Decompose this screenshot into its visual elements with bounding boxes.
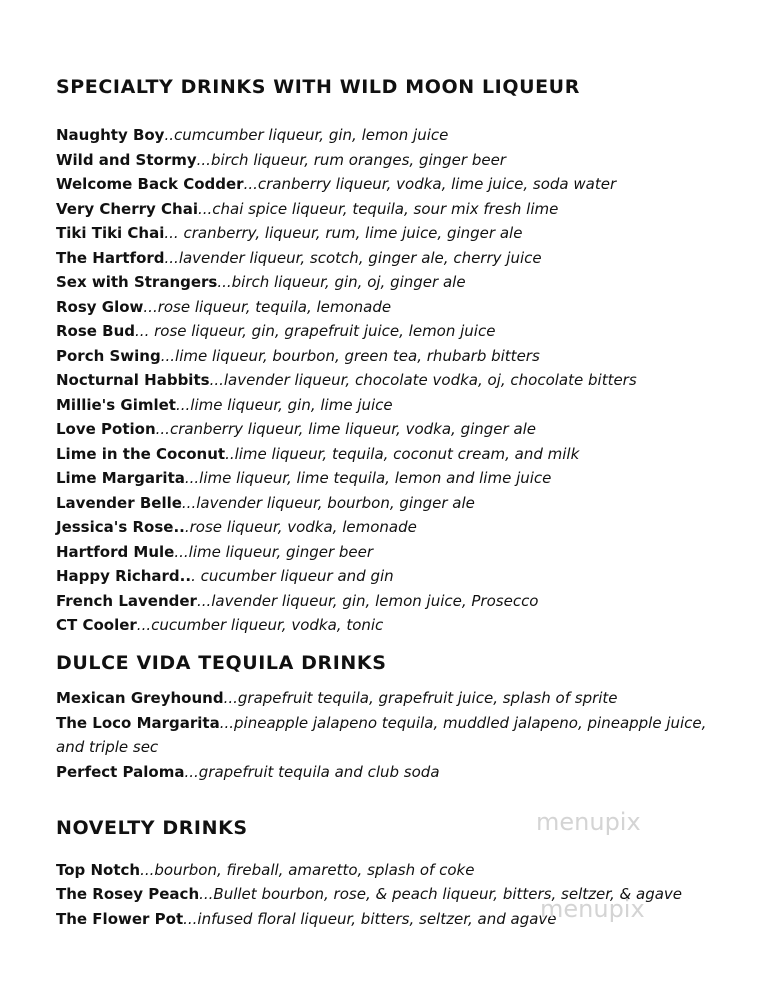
menu-item [56, 246, 716, 271]
item-description: ...lime liqueur, lime tequila, lemon and lime juice [184, 469, 552, 487]
item-name: CT Cooler [56, 616, 137, 634]
item-description: ...lime liqueur, bourbon, green tea, rhubarb bitters [160, 346, 540, 365]
item-name: Lavender Belle [56, 493, 182, 512]
item-name: Lime in the Coconut [56, 444, 226, 463]
menu-item [56, 393, 716, 418]
item-description: ... rose liqueur, gin, grapefruit juice, lemon juice [135, 322, 496, 340]
item-description: ...lime liqueur, gin, lime juice [175, 395, 393, 414]
item-description: ...lavender liqueur, bourbon, ginger ale [181, 493, 475, 512]
item-name: Wild and Stormy [56, 150, 197, 169]
item-name: Perfect Paloma [56, 762, 185, 781]
item-name: Tiki Tiki Chai [56, 224, 165, 242]
menu-item [56, 515, 716, 540]
menu-item [56, 172, 716, 197]
menu-item [56, 540, 716, 565]
item-description: .rose liqueur, vodka, lemonade [184, 518, 417, 536]
menu-item [56, 686, 716, 711]
menu-item [56, 221, 716, 246]
item-name: Top Notch [56, 860, 141, 879]
item-description: ...grapefruit tequila and club soda [184, 762, 440, 781]
item-description: ...chai spice liqueur, tequila, sour mix fresh lime [197, 199, 559, 218]
menu-item [56, 491, 716, 516]
item-description: ...lime liqueur, ginger beer [174, 542, 374, 561]
item-description: ...grapefruit tequila, grapefruit juice, splash of sprite [223, 689, 618, 707]
menu-item [56, 148, 716, 173]
menu-item [56, 295, 716, 320]
watermark: menupix [536, 808, 641, 836]
menu-item [56, 417, 716, 442]
item-description: . cucumber liqueur and gin [191, 567, 394, 585]
menu-item [56, 344, 716, 369]
section-title-dulce-vida: DULCE VIDA TEQUILA DRINKS [56, 652, 387, 674]
menu-item [56, 711, 716, 760]
item-name: Millie's Gimlet [56, 395, 176, 414]
menu-item [56, 858, 716, 883]
item-name: Mexican Greyhound [56, 689, 224, 707]
item-name: The Hartford [56, 248, 165, 267]
item-name: Welcome Back Codder [56, 175, 244, 193]
item-name: The Loco Margarita [56, 713, 220, 732]
item-name: Very Cherry Chai [56, 199, 198, 218]
item-description: ...cranberry liqueur, lime liqueur, vodka, ginger ale [155, 420, 537, 438]
menu-item [56, 442, 716, 467]
item-description: ... cranberry, liqueur, rum, lime juice, ginger ale [164, 224, 523, 242]
menu-item [56, 613, 716, 638]
item-name: French Lavender [56, 591, 197, 610]
item-description: ...lavender liqueur, chocolate vodka, oj, chocolate bitters [209, 371, 637, 389]
item-description: ...Bullet bourbon, rose, & peach liqueur, bitters, seltzer, & agave [199, 885, 683, 903]
item-description: ...birch liqueur, rum oranges, ginger beer [196, 150, 506, 169]
item-description: ...lavender liqueur, gin, lemon juice, Prosecco [196, 591, 539, 610]
item-name: Porch Swing [56, 346, 161, 365]
item-name: Love Potion [56, 420, 156, 438]
menu-item [56, 123, 716, 148]
item-name: The Flower Pot [56, 909, 184, 928]
section-title-specialty: SPECIALTY DRINKS WITH WILD MOON LIQUEUR [56, 76, 580, 98]
item-name: Nocturnal Habbits [56, 371, 210, 389]
item-name: Jessica's Rose.. [56, 518, 185, 536]
menu-item [56, 564, 716, 589]
menu-item [56, 760, 716, 785]
menu-item [56, 466, 716, 491]
watermark: menupix [540, 895, 645, 923]
menu-item [56, 589, 716, 614]
item-description: ...infused floral liqueur, bitters, seltzer, and agave [183, 909, 557, 928]
menu-item [56, 270, 716, 295]
item-description: ...cranberry liqueur, vodka, lime juice, soda water [243, 175, 617, 193]
item-name: Rosy Glow [56, 297, 144, 316]
item-name: Happy Richard.. [56, 567, 192, 585]
item-description: ...lavender liqueur, scotch, ginger ale, cherry juice [164, 248, 542, 267]
item-name: Lime Margarita [56, 469, 185, 487]
menu-item [56, 197, 716, 222]
menu-item [56, 319, 716, 344]
item-description: ...rose liqueur, tequila, lemonade [143, 297, 392, 316]
item-description: ...birch liqueur, gin, oj, ginger ale [217, 273, 466, 291]
item-description: ...cucumber liqueur, vodka, tonic [136, 616, 384, 634]
item-description: ..lime liqueur, tequila, coconut cream, and milk [225, 444, 580, 463]
section-title-novelty: NOVELTY DRINKS [56, 817, 248, 839]
item-description: ...pineapple jalapeno tequila, muddled jalapeno, pineapple juice, and triple sec [56, 713, 707, 756]
menu-item [56, 368, 716, 393]
item-description: ..cumcumber liqueur, gin, lemon juice [164, 126, 449, 144]
item-name: The Rosey Peach [56, 885, 200, 903]
item-name: Rose Bud [56, 322, 136, 340]
item-description: ...bourbon, fireball, amaretto, splash of coke [140, 860, 475, 879]
item-name: Sex with Strangers [56, 273, 218, 291]
item-name: Hartford Mule [56, 542, 175, 561]
item-name: Naughty Boy [56, 126, 165, 144]
